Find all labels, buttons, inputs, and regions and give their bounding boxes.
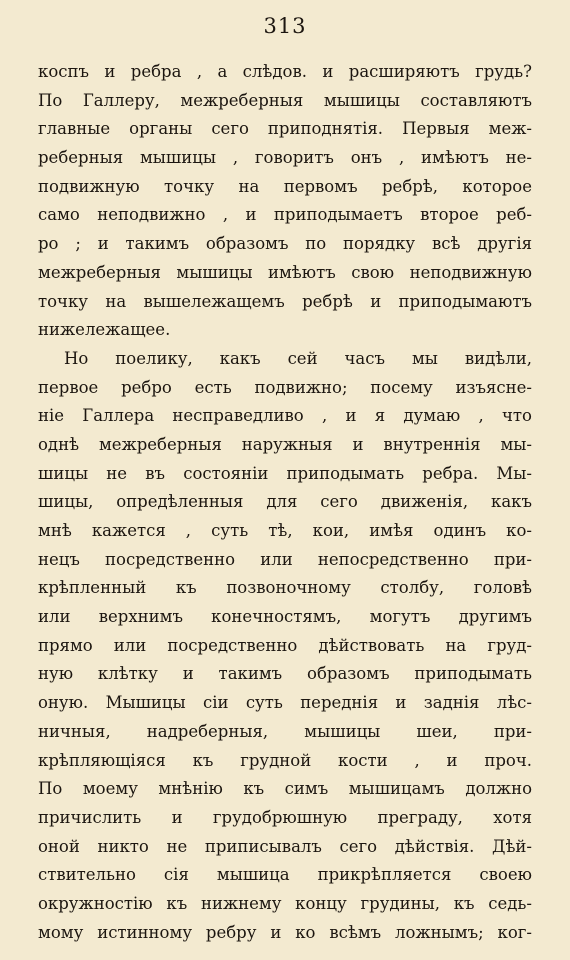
text-line: ніе Галлера несправедливо , и я думаю , что — [38, 406, 532, 426]
text-line: подвижную точку на первомъ ребрѣ, которое — [38, 176, 532, 196]
paragraph-2 — [38, 345, 532, 947]
text-line: однѣ межреберныя наружныя и внутреннія мы- — [38, 434, 532, 454]
text-line: нецъ посредственно или непосредственно при- — [38, 549, 532, 569]
text-line: оную. Мышицы сіи суть переднія и заднія лѣс- — [38, 693, 532, 713]
text-line: прямо или посредственно дѣйствовать на груд- — [38, 635, 532, 655]
text-line: мнѣ кажется , суть тѣ, кои, имѣя одинъ ко- — [38, 521, 532, 540]
text-line: или верхнимъ конечностямъ, могутъ другимъ — [38, 607, 532, 627]
text-line: шицы, опредѣленныя для сего движенія, какъ — [38, 492, 532, 512]
text-line: точку на вышележащемъ ребрѣ и приподымаютъ — [38, 291, 532, 311]
text-line: крѣпленный къ позвоночному столбу, головѣ — [38, 578, 532, 598]
text-line: Но поелику, какъ сей часъ мы видѣли, — [64, 348, 532, 368]
text-line: межреберныя мышицы имѣютъ свою неподвижную — [38, 262, 532, 282]
text-line: крѣпляющіяся къ грудной кости , и проч. — [38, 750, 532, 770]
text-line: реберныя мышицы , говоритъ онъ , имѣютъ не- — [38, 148, 532, 168]
text-line: По Галлеру, межреберныя мышицы составляютъ — [38, 90, 532, 110]
text-line: По моему мнѣнію къ симъ мышицамъ должно — [38, 779, 532, 799]
paragraph-1 — [38, 58, 532, 345]
text-line: ную клѣтку и такимъ образомъ приподымать — [38, 664, 532, 684]
text-line: окружностію къ нижнему концу грудины, къ седь- — [38, 893, 532, 913]
text-line: ствительно сія мышица прикрѣпляется своею — [38, 865, 532, 885]
text-line: шицы не въ состояніи приподымать ребра. Мы- — [38, 463, 532, 483]
text-line: коспъ и ребра , а слѣдов. и расширяютъ грудь? — [38, 62, 532, 81]
text-line: первое ребро есть подвижно; посему изъясне- — [38, 377, 532, 397]
body-text — [38, 58, 532, 947]
text-line: нижележащее. — [38, 320, 171, 340]
text-line: ничныя, надреберныя, мышицы шеи, при- — [38, 721, 532, 741]
text-line: оной никто не приписывалъ сего дѣйствія. Дѣй- — [38, 836, 532, 856]
text-line: мому истинному ребру и ко всѣмъ ложнымъ; ког- — [38, 922, 532, 942]
page-number: 313 — [263, 14, 307, 38]
text-line: ро ; и такимъ образомъ по порядку всѣ другія — [38, 234, 532, 254]
text-line: главные органы сего приподнятія. Первыя меж- — [38, 119, 532, 139]
text-line: само неподвижно , и приподымаетъ второе реб- — [38, 205, 532, 225]
text-line: причислить и грудобрюшную преграду, хотя — [38, 807, 532, 827]
